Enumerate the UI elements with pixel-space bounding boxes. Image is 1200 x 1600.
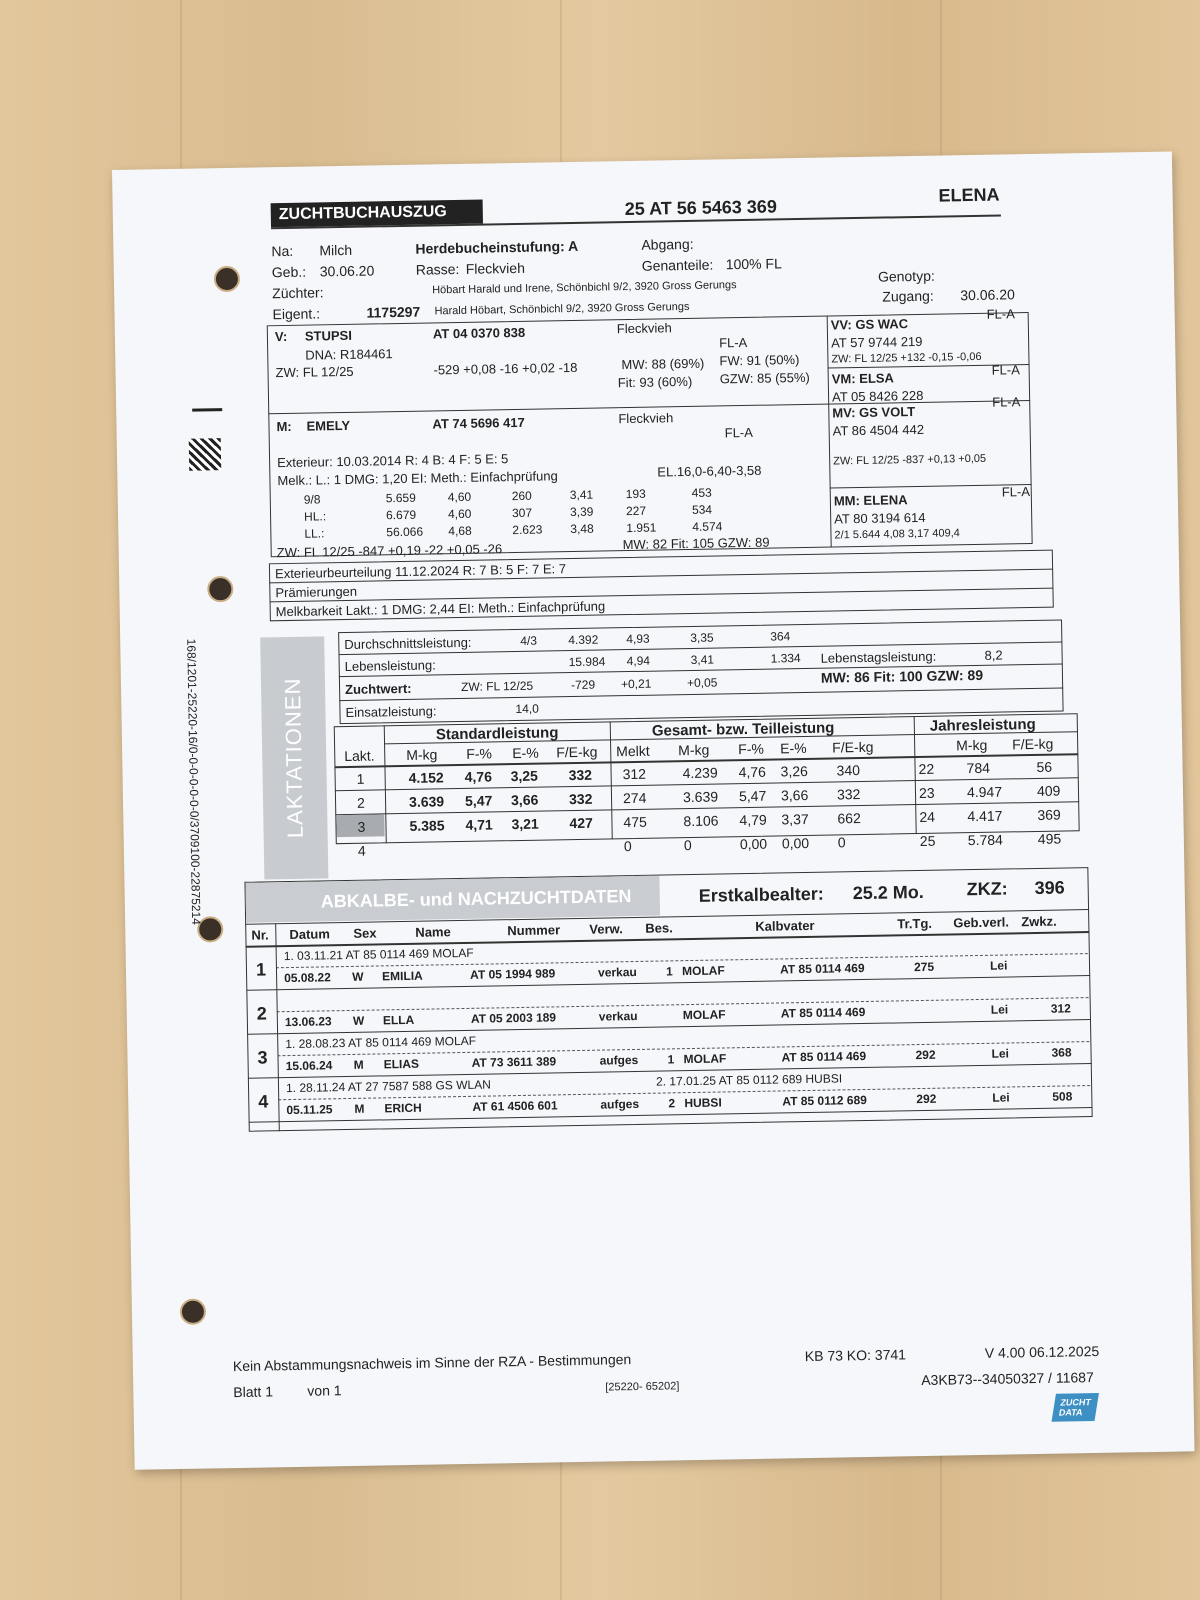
nachzucht-cell-nummer: AT 73 3611 389 xyxy=(471,1054,557,1070)
nachzucht-cell-vater: MOLAF xyxy=(682,1007,726,1023)
mother-label: M: xyxy=(276,418,292,435)
lactation-cell: 4 xyxy=(357,842,366,859)
lactation-cell: 427 xyxy=(569,814,593,832)
mm-fla: FL-A xyxy=(1001,484,1031,500)
lactation-column-header: M-kg xyxy=(406,746,438,763)
lactation-cell: 3.639 xyxy=(682,788,719,806)
lactation-cell: 5,47 xyxy=(464,792,493,809)
lactation-cell: 3,25 xyxy=(510,767,539,785)
summary-label: Durchschnittsleistung: xyxy=(344,634,472,653)
nachzucht-cell-datum: 13.06.23 xyxy=(284,1014,332,1030)
mother-row-cell: 1.951 xyxy=(626,520,657,536)
na-value: Milch xyxy=(319,241,353,259)
nachzucht-number: 2 xyxy=(256,1003,267,1024)
lactation-cell: 0 xyxy=(683,836,692,854)
zuchtdata-logo xyxy=(1052,1393,1099,1422)
mother-row-cell: 4,60 xyxy=(447,489,472,505)
animal-id: 25 AT 56 5463 369 xyxy=(624,196,778,220)
nachzucht-cell-vater: HUBSI xyxy=(684,1095,722,1111)
nachzucht-cell-verw: aufges xyxy=(599,1052,639,1068)
vv-number: AT 57 9744 219 xyxy=(830,333,923,351)
nachzucht-cell-sex: W xyxy=(352,1013,365,1028)
rasse-value: Fleckvieh xyxy=(465,259,526,277)
nachzucht-cell-verw: verkau xyxy=(598,1008,638,1024)
mother-row-cell: 260 xyxy=(511,488,532,504)
footer-reference: A3KB73--34050327 / 11687 xyxy=(921,1369,1094,1389)
mm-number: AT 80 3194 614 xyxy=(834,509,926,527)
lactation-cell: 409 xyxy=(1036,782,1061,799)
nachzucht-cell-name: ELIAS xyxy=(383,1056,420,1072)
lactation-cell: 3,66 xyxy=(780,786,809,804)
mother-name: EMELY xyxy=(306,417,351,434)
mother-row-cell: 4,60 xyxy=(447,506,472,522)
nachzucht-title: ABKALBE- und NACHZUCHTDATEN xyxy=(320,886,632,912)
nachzucht-cell-geb: Lei xyxy=(992,1090,1010,1105)
lactation-column-header: M-kg xyxy=(678,741,710,759)
lactation-cell: 495 xyxy=(1037,830,1062,847)
nachzucht-cell-vater: MOLAF xyxy=(681,963,725,979)
mother-breed: Fleckvieh xyxy=(618,410,674,427)
nachzucht-cell-nummer: AT 05 1994 989 xyxy=(469,966,556,982)
punch-hole xyxy=(180,1299,206,1325)
summary-cell: 15.984 xyxy=(568,654,606,670)
father-dna: DNA: R184461 xyxy=(305,346,393,363)
mm-values: 2/1 5.644 4,08 3,17 409,4 xyxy=(834,527,960,542)
von: von 1 xyxy=(307,1382,342,1399)
lactation-cell: 784 xyxy=(966,759,991,777)
lactation-cell: 1 xyxy=(356,770,365,787)
nachzucht-cell-sex: M xyxy=(353,1057,364,1072)
lactation-cell: 5,47 xyxy=(738,787,767,805)
lactation-cell: 0,00 xyxy=(739,835,768,853)
version: V 4.00 06.12.2025 xyxy=(984,1342,1100,1361)
rasse-label: Rasse: xyxy=(415,260,460,278)
lactation-cell: 0 xyxy=(623,838,632,855)
nachzucht-cell-sex: M xyxy=(354,1101,365,1116)
father-fw: FW: 91 (50%) xyxy=(719,352,800,369)
mother-fla: FL-A xyxy=(724,424,753,441)
lactation-column-header: F/E-kg xyxy=(1012,735,1054,753)
summary-cell: 4/3 xyxy=(520,633,538,648)
punch-hole xyxy=(214,266,240,292)
zugang-value: 30.06.20 xyxy=(960,286,1015,304)
mother-row-cell: 3,41 xyxy=(569,487,594,503)
genanteile-value: 100% FL xyxy=(725,255,782,273)
footer-code: [25220- 65202] xyxy=(605,1380,680,1394)
zuchtwert-b: +0,21 xyxy=(620,676,652,692)
document-sheet xyxy=(112,152,1195,1470)
lactation-cell: 312 xyxy=(622,765,647,783)
genotyp-label: Genotyp: xyxy=(877,267,935,285)
laktationen-tab-label: LAKTATIONEN xyxy=(279,677,308,839)
summary-cell: 364 xyxy=(770,629,791,644)
praemierungen: Prämierungen xyxy=(275,583,358,601)
nachzucht-cell-vnr: AT 85 0114 469 xyxy=(780,1004,866,1021)
mother-row-cell: 193 xyxy=(625,486,646,502)
lactation-cell: 23 xyxy=(918,784,935,802)
lactation-cell: 22 xyxy=(918,760,935,778)
laktationen-tab xyxy=(260,636,328,879)
lactation-cell: 332 xyxy=(836,786,861,803)
lactation-cell: 332 xyxy=(568,766,593,784)
insemination: 1. 28.08.23 AT 85 0114 469 MOLAF xyxy=(285,1033,477,1052)
nachzucht-cell-verw: aufges xyxy=(600,1096,640,1112)
nachzucht-cell-zwkz: 368 xyxy=(1051,1045,1072,1060)
lactation-cell: 369 xyxy=(1037,806,1061,823)
summary-cell: 4,94 xyxy=(626,653,651,669)
nachzucht-cell-datum: 05.11.25 xyxy=(286,1102,333,1118)
lactation-cell: 4,76 xyxy=(464,768,493,785)
lactation-cell: 25 xyxy=(919,832,936,850)
mother-row-cell: HL.: xyxy=(303,509,327,524)
lactation-cell: 662 xyxy=(837,810,861,827)
mother-row-cell: 534 xyxy=(691,502,713,517)
summary-cell: 1.334 xyxy=(770,651,801,666)
father-number: AT 04 0370 838 xyxy=(432,324,526,342)
nachzucht-cell-datum: 15.06.24 xyxy=(285,1058,333,1074)
nachzucht-cell-geb: Lei xyxy=(991,1046,1010,1061)
lactation-cell: 3 xyxy=(357,818,366,835)
lactation-cell: 8.106 xyxy=(683,812,719,830)
lactation-column-header: Lakt. xyxy=(344,747,375,765)
mother-row-cell: 227 xyxy=(625,503,647,519)
lactation-cell: 0,00 xyxy=(781,834,810,852)
einsatz-label: Einsatzleistung: xyxy=(345,703,437,721)
mv-fla: FL-A xyxy=(992,394,1021,410)
punch-hole xyxy=(207,576,233,602)
lactation-cell: 4.417 xyxy=(967,807,1003,825)
vv-zw: ZW: FL 12/25 +132 -0,15 -0,06 xyxy=(831,350,982,366)
mother-number: AT 74 5696 417 xyxy=(432,414,525,432)
lactation-column-header: F-% xyxy=(466,745,493,762)
herdebuch: Herdebucheinstufung: A xyxy=(415,237,579,257)
kb-code: KB 73 KO: 3741 xyxy=(804,1346,907,1365)
nachzucht-cell-nummer: AT 05 2003 189 xyxy=(470,1010,557,1026)
lactation-cell: 340 xyxy=(836,762,861,779)
nachzucht-cell-geb: Lei xyxy=(990,1002,1009,1017)
lactation-column-header: E-% xyxy=(512,744,539,762)
qr-code-icon xyxy=(189,438,222,471)
zuchtwert-c: +0,05 xyxy=(686,675,718,691)
lactation-cell: 5.385 xyxy=(409,817,445,834)
nachzucht-cell-zwkz: 312 xyxy=(1050,1001,1071,1016)
mother-el: EL.16,0-6,40-3,58 xyxy=(657,462,762,480)
zuchtwert-value: ZW: FL 12/25 xyxy=(460,678,534,694)
nachzucht-cell-vater: MOLAF xyxy=(683,1051,727,1067)
lactation-cell: 4,71 xyxy=(465,816,493,833)
insemination-2: 2. 17.01.25 AT 85 0112 689 HUBSI xyxy=(655,1071,843,1089)
nachzucht-column-header: Verw. xyxy=(589,921,623,937)
lactation-column-header: M-kg xyxy=(956,736,988,754)
insemination: 1. 03.11.21 AT 85 0114 469 MOLAF xyxy=(283,945,474,964)
nachzucht-cell-datum: 05.08.22 xyxy=(284,970,331,986)
disclaimer: Kein Abstammungsnachweis im Sinne der RZA - Bestimmungen xyxy=(232,1351,632,1375)
mother-exterieur: Exterieur: 10.03.2014 R: 4 B: 4 F: 5 E: 5 xyxy=(277,451,509,471)
lactation-cell: 4,76 xyxy=(738,763,766,781)
zuechter-label: Züchter: xyxy=(272,284,324,302)
geb-value: 30.06.20 xyxy=(319,262,375,280)
vm-label: VM: ELSA xyxy=(831,370,895,387)
lactation-column-header: F/E-kg xyxy=(832,738,874,756)
nachzucht-column-header: Sex xyxy=(353,925,377,941)
nachzucht-cell-bes: 2 xyxy=(668,1096,676,1111)
mother-row-cell: 4.574 xyxy=(692,519,723,534)
nachzucht-column-header: Name xyxy=(415,924,451,940)
nachzucht-column-header: Bes. xyxy=(645,920,673,936)
nachzucht-column-header: Tr.Tg. xyxy=(897,915,933,932)
nachzucht-number: 1 xyxy=(255,959,267,980)
father-breed: Fleckvieh xyxy=(616,320,672,337)
lactation-cell: 274 xyxy=(622,789,647,807)
mother-row-cell: LL.: xyxy=(304,526,325,541)
insemination: 1. 28.11.24 AT 27 7587 588 GS WLAN xyxy=(285,1077,491,1096)
vv-label: VV: GS WAC xyxy=(830,316,909,333)
zuechter-value: Höbart Harald und Irene, Schönbichl 9/2, 3920 Gross Gerungs xyxy=(432,279,737,297)
summary-label: Lebensleistung: xyxy=(344,657,436,675)
lactation-cell: 3,66 xyxy=(510,791,539,809)
mother-row-cell: 4,68 xyxy=(448,523,472,539)
zuchtwert-extra: MW: 86 Fit: 100 GZW: 89 xyxy=(820,666,984,686)
summary-extra-label: Lebenstagsleistung: xyxy=(820,648,937,666)
standardleistung-header: Standardleistung xyxy=(435,724,559,744)
eigent-label: Eigent.: xyxy=(272,305,321,323)
nachzucht-cell-geb: Lei xyxy=(989,958,1008,973)
nachzucht-cell-bes: 1 xyxy=(667,1052,675,1067)
nachzucht-cell-verw: verkau xyxy=(597,964,637,980)
zuchtwert-a: -729 xyxy=(570,677,596,693)
lactation-cell: 4.239 xyxy=(682,764,718,782)
nachzucht-cell-name: EMILIA xyxy=(381,968,423,984)
summary-cell: 4,93 xyxy=(626,631,650,647)
page-title: ZUCHTBUCHAUSZUG xyxy=(271,200,483,228)
father-zw: ZW: FL 12/25 xyxy=(275,363,354,381)
father-fit: Fit: 93 (60%) xyxy=(617,373,693,391)
mv-zw: ZW: FL 12/25 -837 +0,13 +0,05 xyxy=(833,452,987,468)
mother-row-cell: 6.679 xyxy=(385,507,417,523)
abgang-label: Abgang: xyxy=(641,235,694,253)
nachzucht-cell-vnr: AT 85 0114 469 xyxy=(781,1048,867,1065)
summary-cell: 3,41 xyxy=(690,652,715,667)
mv-label: MV: GS VOLT xyxy=(832,404,916,421)
nachzucht-cell-zwkz: 508 xyxy=(1052,1089,1073,1104)
mother-zw: ZW: FL 12/25 -847 +0,19 -22 +0,05 -26 xyxy=(276,541,503,561)
mother-row-cell: 3,48 xyxy=(570,521,594,537)
lactation-cell: 3,21 xyxy=(511,815,539,833)
nachzucht-cell-sex: W xyxy=(351,969,364,984)
margin-code: 168/1201-25220-16/0-0-0-0-0-0-0/3709100-22875214 xyxy=(184,638,204,926)
erstkalbealter-value: 25.2 Mo. xyxy=(852,881,924,904)
marker-line xyxy=(192,408,222,412)
father-label: V: xyxy=(274,328,288,345)
logo-line1: ZUCHT xyxy=(1059,1397,1092,1408)
melkbarkeit: Melkbarkeit Lakt.: 1 DMG: 2,44 EI: Meth.: Einfachprüfung xyxy=(275,598,606,620)
nachzucht-cell-name: ERICH xyxy=(384,1100,422,1116)
lactation-cell: 3,37 xyxy=(781,810,809,828)
lactation-column-header: F-% xyxy=(738,740,765,758)
nachzucht-column-header: Kalbvater xyxy=(755,917,815,934)
zkz-label: ZKZ: xyxy=(966,878,1008,900)
eigent-number: 1175297 xyxy=(366,303,421,321)
lactation-cell: 56 xyxy=(1036,758,1053,775)
mother-row-cell: 3,39 xyxy=(569,504,594,520)
nachzucht-cell-tr: 292 xyxy=(915,1047,936,1063)
nachzucht-cell-name: ELLA xyxy=(382,1012,415,1028)
blatt: Blatt 1 xyxy=(233,1383,274,1401)
mother-row-cell: 2.623 xyxy=(512,522,543,538)
lactation-cell: 24 xyxy=(919,808,936,826)
summary-extra: 8,2 xyxy=(984,647,1003,663)
lactation-column-header: F/E-kg xyxy=(556,743,598,761)
nachzucht-column-header: Geb.verl. xyxy=(953,914,1010,931)
lactation-cell: 0 xyxy=(837,834,846,851)
nachzucht-cell-nummer: AT 61 4506 601 xyxy=(472,1098,558,1114)
nachzucht-cell-tr: 275 xyxy=(913,959,935,975)
nachzucht-number: 4 xyxy=(258,1091,269,1112)
lactation-cell: 5.784 xyxy=(967,831,1004,849)
eigent-value: Harald Höbart, Schönbichl 9/2, 3920 Gross Gerungs xyxy=(434,300,690,318)
lactation-column-header: Melkt xyxy=(616,742,650,760)
mm-label: MM: ELENA xyxy=(833,492,908,509)
nachzucht-cell-vnr: AT 85 0112 689 xyxy=(782,1092,867,1109)
lactation-cell: 2 xyxy=(356,794,366,811)
logo-line2: DATA xyxy=(1058,1407,1084,1418)
father-zw-values: -529 +0,08 -16 +0,02 -18 xyxy=(433,359,578,378)
mother-row-cell: 5.659 xyxy=(385,490,416,506)
nachzucht-cell-vnr: AT 85 0114 469 xyxy=(779,960,865,977)
nachzucht-column-header: Nummer xyxy=(507,922,561,939)
mv-number: AT 86 4504 442 xyxy=(832,421,925,439)
lactation-cell: 475 xyxy=(623,813,647,831)
zkz-value: 396 xyxy=(1034,877,1065,899)
father-name: STUPSI xyxy=(304,327,353,344)
mother-melk: Melk.: L.: 1 DMG: 1,20 EI: Meth.: Einfachprüfung xyxy=(277,468,558,489)
mother-row-cell: 56.066 xyxy=(386,524,424,540)
jahresleistung-header: Jahresleistung xyxy=(929,715,1036,735)
lactation-cell: 3.639 xyxy=(408,793,445,810)
nachzucht-column-header: Datum xyxy=(289,926,330,943)
vv-fla: FL-A xyxy=(986,306,1015,322)
lactation-column-header: E-% xyxy=(780,739,807,757)
father-gzw: GZW: 85 (55%) xyxy=(719,369,810,387)
gesamtleistung-header: Gesamt- bzw. Teilleistung xyxy=(651,719,835,740)
erstkalbealter-label: Erstkalbealter: xyxy=(698,883,824,906)
zuchtwert-label: Zuchtwert: xyxy=(344,680,412,698)
lactation-cell: 4.152 xyxy=(408,769,444,786)
nachzucht-cell-tr: 292 xyxy=(916,1091,937,1107)
nachzucht-cell-bes: 1 xyxy=(665,964,673,979)
exterieur-line: Exterieurbeurteilung 11.12.2024 R: 7 B: 5 F: 7 E: 7 xyxy=(274,561,567,582)
lactation-cell: 4.947 xyxy=(966,783,1003,801)
animal-name: ELENA xyxy=(938,184,1000,206)
mother-mw: MW: 82 Fit: 105 GZW: 89 xyxy=(622,534,770,553)
einsatz-value: 14,0 xyxy=(515,701,539,717)
summary-cell: 4.392 xyxy=(568,632,599,648)
mother-row-cell: 453 xyxy=(691,485,712,500)
nachzucht-column-header: Nr. xyxy=(251,927,269,943)
mother-row-cell: 307 xyxy=(511,505,533,521)
nachzucht-column-header: Zwkz. xyxy=(1021,913,1057,930)
mother-row-cell: 9/8 xyxy=(303,492,321,507)
genanteile-label: Genanteile: xyxy=(641,256,714,274)
nachzucht-number: 3 xyxy=(257,1047,268,1068)
lactation-cell: 4,79 xyxy=(739,811,767,829)
lactation-cell: 3,26 xyxy=(780,762,808,780)
lactation-cell: 332 xyxy=(568,790,593,808)
father-fla: FL-A xyxy=(718,334,748,351)
vm-fla: FL-A xyxy=(991,362,1020,378)
father-mw: MW: 88 (69%) xyxy=(621,355,705,373)
zugang-label: Zugang: xyxy=(882,287,934,305)
vm-number: AT 05 8426 228 xyxy=(831,387,924,405)
geb-label: Geb.: xyxy=(271,263,307,281)
na-label: Na: xyxy=(271,242,294,260)
summary-cell: 3,35 xyxy=(690,630,714,645)
